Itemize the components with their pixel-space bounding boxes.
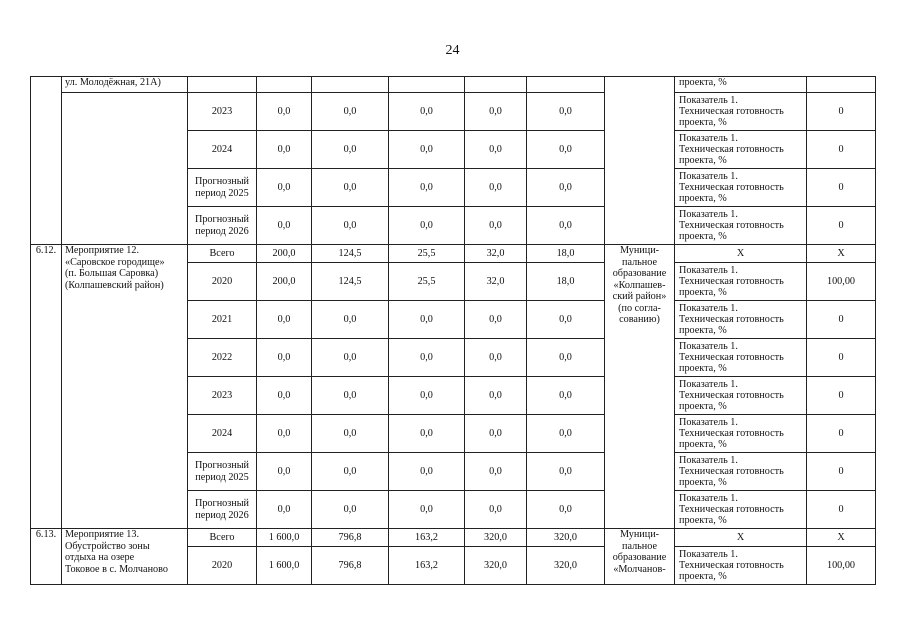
- period-cell: 2020: [188, 547, 257, 585]
- amount-cell-3: 25,5: [389, 245, 465, 263]
- amount-cell-2: 124,5: [312, 263, 389, 301]
- period-cell: 2022: [188, 339, 257, 377]
- indicator-cell: Показатель 1. Техническая готовность проекта, %: [675, 93, 807, 131]
- amount-cell-2: 0,0: [312, 491, 389, 529]
- period-cell: 2020: [188, 263, 257, 301]
- executor-cell: Муници- пальное образование «Колпашев- ский район» (по согла- сованию): [605, 245, 675, 529]
- amount-cell-1: 1 600,0: [257, 529, 312, 547]
- target-cell: [807, 77, 876, 93]
- target-cell: 100,00: [807, 263, 876, 301]
- amount-cell-4: 0,0: [465, 93, 527, 131]
- table-body: [31, 77, 876, 585]
- amount-cell-4: 0,0: [465, 491, 527, 529]
- measure-number-cell: 6.13.: [31, 529, 62, 585]
- amount-cell-5: 320,0: [527, 547, 605, 585]
- period-cell: Прогнозный период 2025: [188, 169, 257, 207]
- amount-cell-3: 0,0: [389, 339, 465, 377]
- amount-cell-4: 0,0: [465, 131, 527, 169]
- amount-cell-2: [312, 77, 389, 93]
- target-cell: 0: [807, 169, 876, 207]
- amount-cell-2: 0,0: [312, 207, 389, 245]
- amount-cell-1: 0,0: [257, 453, 312, 491]
- amount-cell-3: 0,0: [389, 169, 465, 207]
- indicator-cell: Показатель 1. Техническая готовность проекта, %: [675, 339, 807, 377]
- amount-cell-4: 0,0: [465, 169, 527, 207]
- target-cell: 0: [807, 415, 876, 453]
- amount-cell-2: 0,0: [312, 415, 389, 453]
- indicator-cell: Показатель 1. Техническая готовность проекта, %: [675, 453, 807, 491]
- indicator-cell: Показатель 1. Техническая готовность проекта, %: [675, 377, 807, 415]
- target-cell: 0: [807, 453, 876, 491]
- table-row: [31, 245, 876, 263]
- amount-cell-3: [389, 77, 465, 93]
- amount-cell-4: 0,0: [465, 301, 527, 339]
- amount-cell-5: 0,0: [527, 491, 605, 529]
- period-cell: 2023: [188, 377, 257, 415]
- amount-cell-2: 124,5: [312, 245, 389, 263]
- amount-cell-1: 0,0: [257, 207, 312, 245]
- indicator-cell: Показатель 1. Техническая готовность проекта, %: [675, 547, 807, 585]
- indicator-cell: Показатель 1. Техническая готовность проекта, %: [675, 415, 807, 453]
- amount-cell-4: 32,0: [465, 245, 527, 263]
- amount-cell-2: 0,0: [312, 377, 389, 415]
- amount-cell-4: 0,0: [465, 453, 527, 491]
- period-cell: 2021: [188, 301, 257, 339]
- measure-name-cell: ул. Молодёжная, 21А): [62, 77, 188, 93]
- amount-cell-3: 25,5: [389, 263, 465, 301]
- indicator-cell: проекта, %: [675, 77, 807, 93]
- amount-cell-3: 0,0: [389, 301, 465, 339]
- period-cell: Прогнозный период 2025: [188, 453, 257, 491]
- amount-cell-2: 0,0: [312, 301, 389, 339]
- amount-cell-4: 320,0: [465, 529, 527, 547]
- amount-cell-1: [257, 77, 312, 93]
- amount-cell-3: 0,0: [389, 453, 465, 491]
- amount-cell-5: 0,0: [527, 453, 605, 491]
- period-cell: 2024: [188, 415, 257, 453]
- target-cell: 0: [807, 377, 876, 415]
- number-cell: [31, 77, 62, 245]
- amount-cell-4: 32,0: [465, 263, 527, 301]
- amount-cell-4: 0,0: [465, 415, 527, 453]
- indicator-cell: Показатель 1. Техническая готовность проекта, %: [675, 131, 807, 169]
- amount-cell-5: 0,0: [527, 169, 605, 207]
- amount-cell-4: 320,0: [465, 547, 527, 585]
- amount-cell-5: [527, 77, 605, 93]
- period-cell: Всего: [188, 529, 257, 547]
- amount-cell-5: 0,0: [527, 377, 605, 415]
- amount-cell-5: 320,0: [527, 529, 605, 547]
- amount-cell-3: 0,0: [389, 131, 465, 169]
- executor-cell: [605, 77, 675, 245]
- period-cell: [188, 77, 257, 93]
- target-cell: X: [807, 245, 876, 263]
- amount-cell-2: 0,0: [312, 93, 389, 131]
- amount-cell-2: 0,0: [312, 453, 389, 491]
- executor-cell: Муници- пальное образование «Молчанов-: [605, 529, 675, 585]
- indicator-cell: Показатель 1. Техническая готовность проекта, %: [675, 169, 807, 207]
- table-row: [31, 529, 876, 547]
- amount-cell-1: 0,0: [257, 301, 312, 339]
- amount-cell-5: 0,0: [527, 415, 605, 453]
- amount-cell-1: 0,0: [257, 169, 312, 207]
- amount-cell-2: 796,8: [312, 529, 389, 547]
- target-cell: X: [807, 529, 876, 547]
- amount-cell-2: 0,0: [312, 339, 389, 377]
- amount-cell-4: 0,0: [465, 339, 527, 377]
- amount-cell-2: 0,0: [312, 169, 389, 207]
- amount-cell-5: 0,0: [527, 207, 605, 245]
- target-cell: 0: [807, 491, 876, 529]
- indicator-cell: X: [675, 529, 807, 547]
- measure-number-cell: 6.12.: [31, 245, 62, 529]
- program-measures-table: [30, 76, 876, 585]
- target-cell: 0: [807, 301, 876, 339]
- target-cell: 0: [807, 339, 876, 377]
- target-cell: 0: [807, 93, 876, 131]
- table-row: [31, 93, 876, 131]
- period-cell: Всего: [188, 245, 257, 263]
- amount-cell-3: 163,2: [389, 547, 465, 585]
- amount-cell-1: 0,0: [257, 377, 312, 415]
- amount-cell-5: 0,0: [527, 301, 605, 339]
- page-number: 24: [445, 43, 460, 58]
- measure-name-cell: Мероприятие 13. Обустройство зоны отдыха на озере Токовое в с. Молчаново: [62, 529, 188, 585]
- amount-cell-4: [465, 77, 527, 93]
- amount-cell-4: 0,0: [465, 207, 527, 245]
- amount-cell-1: 0,0: [257, 339, 312, 377]
- target-cell: 0: [807, 131, 876, 169]
- table-row: [31, 77, 876, 93]
- amount-cell-3: 0,0: [389, 377, 465, 415]
- amount-cell-1: 0,0: [257, 491, 312, 529]
- amount-cell-1: 1 600,0: [257, 547, 312, 585]
- amount-cell-1: 0,0: [257, 131, 312, 169]
- measure-name-cell: Мероприятие 12. «Саровское городище» (п. Большая Саровка) (Колпашевский район): [62, 245, 188, 529]
- target-cell: 0: [807, 207, 876, 245]
- indicator-cell: Показатель 1. Техническая готовность проекта, %: [675, 263, 807, 301]
- amount-cell-5: 18,0: [527, 245, 605, 263]
- amount-cell-5: 0,0: [527, 131, 605, 169]
- amount-cell-5: 0,0: [527, 339, 605, 377]
- amount-cell-3: 0,0: [389, 491, 465, 529]
- amount-cell-5: 0,0: [527, 93, 605, 131]
- amount-cell-4: 0,0: [465, 377, 527, 415]
- indicator-cell: Показатель 1. Техническая готовность проекта, %: [675, 491, 807, 529]
- amount-cell-2: 0,0: [312, 131, 389, 169]
- amount-cell-3: 0,0: [389, 415, 465, 453]
- amount-cell-3: 163,2: [389, 529, 465, 547]
- amount-cell-1: 200,0: [257, 245, 312, 263]
- period-cell: 2024: [188, 131, 257, 169]
- target-cell: 100,00: [807, 547, 876, 585]
- period-cell: Прогнозный период 2026: [188, 207, 257, 245]
- amount-cell-1: 0,0: [257, 415, 312, 453]
- amount-cell-3: 0,0: [389, 93, 465, 131]
- amount-cell-1: 200,0: [257, 263, 312, 301]
- amount-cell-3: 0,0: [389, 207, 465, 245]
- indicator-cell: X: [675, 245, 807, 263]
- amount-cell-5: 18,0: [527, 263, 605, 301]
- indicator-cell: Показатель 1. Техническая готовность проекта, %: [675, 301, 807, 339]
- amount-cell-1: 0,0: [257, 93, 312, 131]
- period-cell: 2023: [188, 93, 257, 131]
- measure-name-cell: [62, 93, 188, 245]
- indicator-cell: Показатель 1. Техническая готовность проекта, %: [675, 207, 807, 245]
- amount-cell-2: 796,8: [312, 547, 389, 585]
- period-cell: Прогнозный период 2026: [188, 491, 257, 529]
